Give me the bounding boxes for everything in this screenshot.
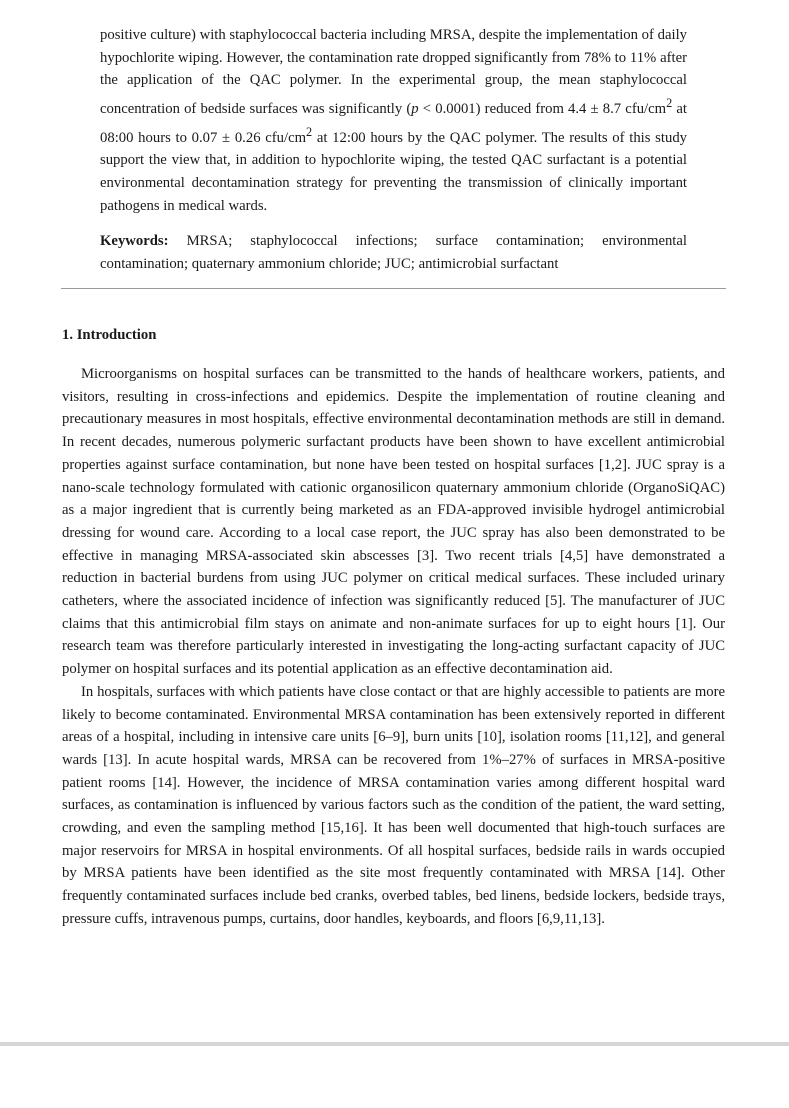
abstract-text	[100, 24, 687, 217]
abstract-part-1: positive culture) with staphylococcal bacteria including MRSA, despite the implementation of daily hypochlorite wiping. However, the contamination rate dropped significantly from 78% to 11% after the application of the QAC polymer. In the experimental group, the mean staphylococcal concentration of bedside surfaces was significantly (	[100, 27, 687, 117]
keywords-list: MRSA; staphylococcal infections; surface contamination; environmental contamination; quaternary ammonium chloride; JUC; antimicrobial surfactant	[100, 233, 687, 273]
superscript-exponent: 2	[306, 124, 313, 139]
section-heading: 1. Introduction	[62, 327, 157, 343]
introduction-body	[62, 363, 725, 931]
keywords-label: Keywords:	[100, 233, 169, 250]
body-paragraph: Microorganisms on hospital surfaces can be transmitted to the hands of healthcare workers, patients, and visitors, resulting in cross-infections and epidemics. Despite the implementation of routine cleaning and precautionary measures in most hospitals, effective environmental decontamination methods are still in demand. In recent decades, numerous polymeric surfactant products have been shown to have excellent antimicrobial properties against surface contamination, but none have been tested on hospital surfaces [1,2]. JUC spray is a nano-scale technology formulated with cationic organosilicon quaternary ammonium chloride (OrganoSiQAC) as a major ingredient that is currently being marketed as an FDA-approved invisible hydrogel antimicrobial dressing for wound care. According to a local case report, the JUC spray has also been demonstrated to be effective in managing MRSA-associated skin abscesses [3]. Two recent trials [4,5] have demonstrated a reduction in bacterial burdens from using JUC polymer on critical medical surfaces. These included urinary catheters, where the associated incidence of infection was significantly reduced [5]. The manufacturer of JUC claims that this antimicrobial film stays on animate and non-animate surfaces for up to eight hours [1]. Our research team was therefore particularly interested in investigating the long-acting surfactant capacity of JUC polymer on hospital surfaces and its potential application as an effective decontamination aid.	[62, 366, 725, 678]
abstract-part-3: at 08:00 hours to 0.07 ± 0.26 cfu/cm	[100, 101, 687, 146]
abstract-part-2: < 0.0001) reduced from 4.4 ± 8.7 cfu/cm	[418, 101, 667, 117]
abstract	[100, 24, 687, 276]
superscript-exponent: 2	[666, 96, 673, 111]
body-paragraph: In hospitals, surfaces with which patients have close contact or that are highly accessible to patients are more likely to become contaminated. Environmental MRSA contamination has been extensively reported in different areas of a hospital, including in intensive care units [6–9], burn units [10], isolation rooms [11,12], and general wards [13]. In acute hospital wards, MRSA can be recovered from 1%–27% of surfaces in MRSA-positive patient rooms [14]. However, the incidence of MRSA contamination varies among different hospital ward surfaces, as contamination is influenced by various factors such as the condition of the patient, the ward setting, crowding, and even the sampling method [15,16]. It has been well documented that high-touch surfaces are major reservoirs for MRSA in hospital environments. Of all hospital surfaces, bedside rails in wards occupied by MRSA patients have been identified as the site most frequently contaminated with MRSA [14]. Other frequently contaminated surfaces include bed cranks, overbed tables, bed linens, bedside lockers, bedside trays, pressure cuffs, intravenous pumps, curtains, door handles, keyboards, and floors [6,9,11,13].	[62, 683, 725, 927]
keywords	[100, 230, 687, 275]
section-divider	[61, 288, 726, 289]
page-bottom-edge	[0, 1042, 789, 1046]
abstract-part-4: at 12:00 hours by the QAC polymer. The results of this study support the view that, in addition to hypochlorite wiping, the tested QAC surfactant is a potential environmental decontamination strategy for preventing the transmission of clinically important pathogens in medical wards.	[100, 129, 688, 214]
p-value-symbol: p	[411, 101, 419, 117]
